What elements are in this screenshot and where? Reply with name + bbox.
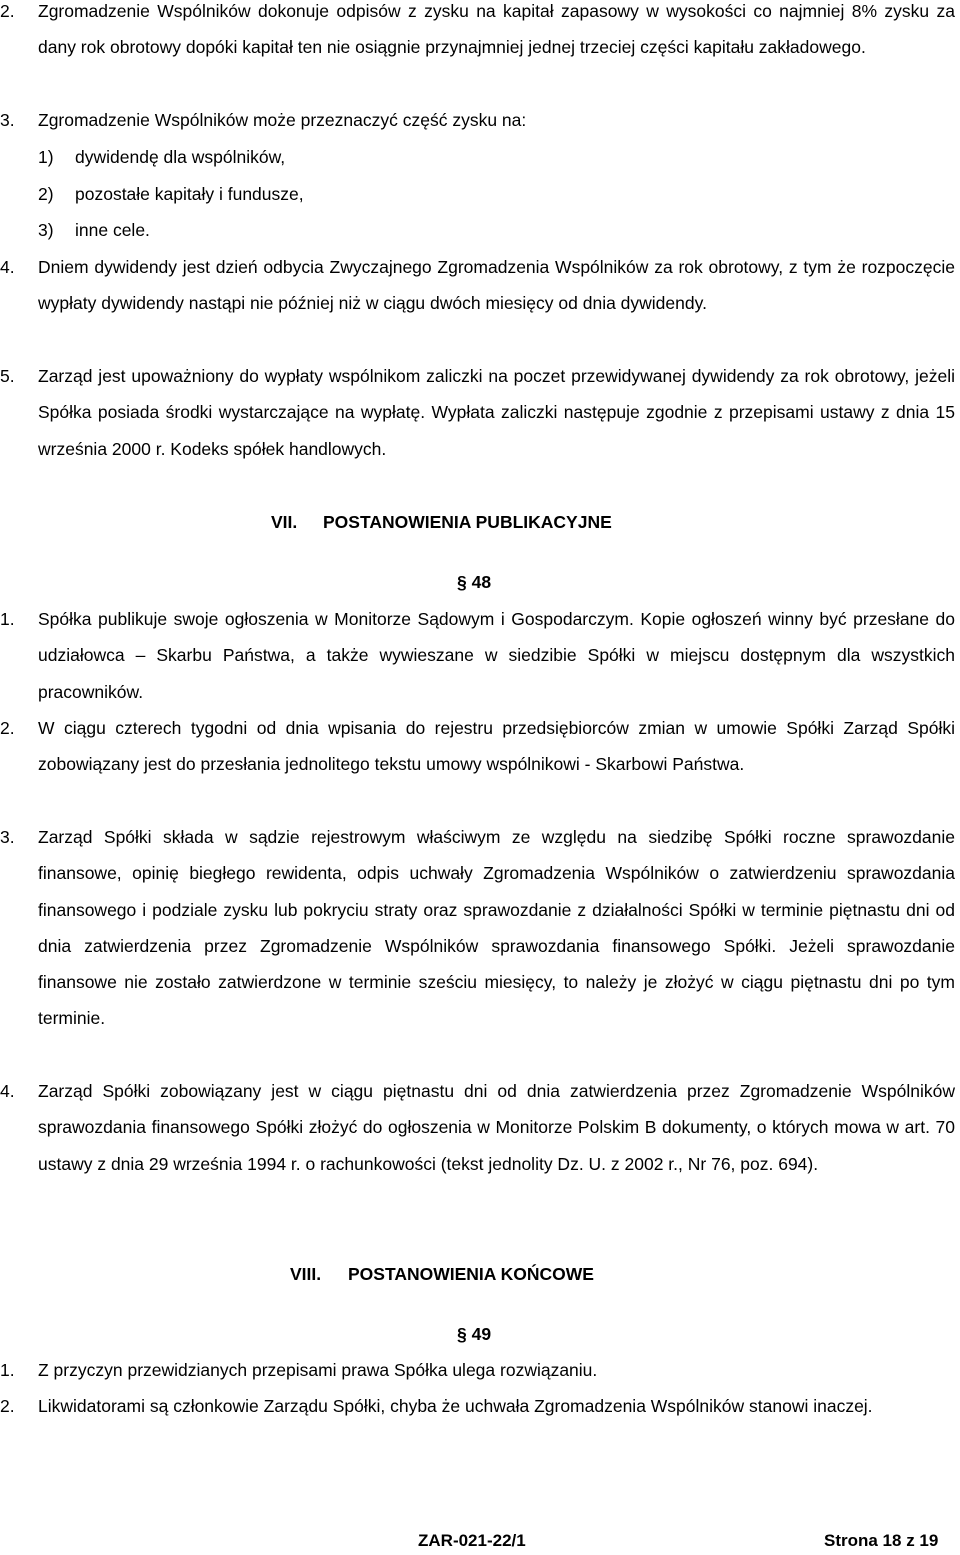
- sub-item-text: dywidendę dla wspólników,: [75, 147, 286, 167]
- list-item: [0, 710, 955, 783]
- item-number: 4.: [0, 1081, 15, 1101]
- item-number: 5.: [0, 366, 15, 386]
- item-text: Z przyczyn przewidzianych przepisami prawa Spółka ulega rozwiązaniu.: [38, 1360, 598, 1380]
- list-item: [0, 358, 955, 467]
- item-text: Zgromadzenie Wspólników może przeznaczyć część zysku na:: [38, 110, 527, 130]
- item-text: Zarząd Spółki zobowiązany jest w ciągu piętnastu dni od dnia zatwierdzenia przez Zgromadzenie Wspólników sprawozdania finansowego Spółki złożyć do ogłoszenia w Monitorze Polskim B dokumenty, o których mowa w art. 70 ustawy z dnia 29 września 1994 r. o rachunkowości (tekst jednolity Dz. U. z 2002 r., Nr 76, poz. 694).: [38, 1081, 955, 1174]
- list-item: [0, 1352, 955, 1388]
- item-number: 1.: [0, 1360, 15, 1380]
- item-number: 4.: [0, 257, 15, 277]
- item-number: 2.: [0, 1, 15, 21]
- item-number: 3.: [0, 827, 15, 847]
- item-text: Zgromadzenie Wspólników dokonuje odpisów z zysku na kapitał zapasowy w wysokości co najmniej 8% zysku za dany rok obrotowy dopóki kapitał ten nie osiągnie przynajmniej jednej trzeciej części kapitału zakładowego.: [38, 1, 955, 58]
- item-number: 2.: [0, 1396, 15, 1416]
- item-text: Zarząd Spółki składa w sądzie rejestrowym właściwym ze względu na siedzibę Spółki roczne sprawozdanie finansowe, opinię biegłego rewidenta, odpis uchwały Zgromadzenia Wspólników o zatwierdzeniu sprawozdania finansowego i podziale zysku lub pokryciu straty oraz sprawozdanie z działalności Spółki w terminie piętnastu dni od dnia zatwierdzenia przez Zgromadzenie Wspólników sprawozdania finansowego Spółki. Jeżeli sprawozdanie finansowe nie zostało zatwierdzone w terminie sześciu miesięcy, to należy je złożyć w ciągu piętnastu dni po tym terminie.: [38, 827, 955, 1029]
- item-text: W ciągu czterech tygodni od dnia wpisania do rejestru przedsiębiorców zmian w umowie Spółki Zarząd Spółki zobowiązany jest do przesłania jednolitego tekstu umowy wspólnikowi - Skarbowi Państwa.: [38, 718, 955, 775]
- sub-item-number: 1): [38, 147, 54, 167]
- item-text: Spółka publikuje swoje ogłoszenia w Monitorze Sądowym i Gospodarczym. Kopie ogłoszeń winny być przesłane do udziałowca – Skarbu Państwa, a także wywieszane w siedzibie Spółki w miejscu dostępnym dla wszystkich pracowników.: [38, 609, 955, 702]
- item-number: 1.: [0, 609, 15, 629]
- sub-item-number: 2): [38, 184, 54, 204]
- item-number: 3.: [0, 110, 15, 130]
- list-item: [0, 102, 955, 138]
- sub-item-text: pozostałe kapitały i fundusze,: [75, 184, 304, 204]
- list-item: [0, 0, 955, 66]
- document-code: ZAR-021-22/1: [418, 1531, 526, 1550]
- item-text: Likwidatorami są członkowie Zarządu Spółki, chyba że uchwała Zgromadzenia Wspólników stanowi inaczej.: [38, 1396, 873, 1416]
- list-item: [0, 819, 955, 1037]
- item-text: Zarząd jest upoważniony do wypłaty wspólnikom zaliczki na poczet przewidywanej dywidendy za rok obrotowy, jeżeli Spółka posiada środki wystarczające na wypłatę. Wypłata zaliczki następuje zgodnie z przepisami ustawy z dnia 15 września 2000 r. Kodeks spółek handlowych.: [38, 366, 955, 459]
- item-text: Dniem dywidendy jest dzień odbycia Zwyczajnego Zgromadzenia Wspólników za rok obrotowy, z tym że rozpoczęcie wypłaty dywidendy nastąpi nie później niż w ciągu dwóch miesięcy od dnia dywidendy.: [38, 257, 955, 314]
- paragraph-number: § 48: [457, 572, 492, 592]
- section-number: VIII.: [290, 1264, 322, 1284]
- item-number: 2.: [0, 718, 15, 738]
- list-item: [0, 1073, 955, 1182]
- list-item: [0, 601, 955, 710]
- section-number: VII.: [271, 512, 298, 532]
- sub-item-text: inne cele.: [75, 220, 150, 240]
- section-title: POSTANOWIENIA KOŃCOWE: [348, 1264, 594, 1284]
- list-item: [0, 249, 955, 322]
- paragraph-number: § 49: [457, 1324, 492, 1344]
- section-title: POSTANOWIENIA PUBLIKACYJNE: [323, 512, 612, 532]
- list-item: [0, 1388, 955, 1424]
- page-number: Strona 18 z 19: [824, 1531, 939, 1550]
- sub-item-number: 3): [38, 220, 54, 240]
